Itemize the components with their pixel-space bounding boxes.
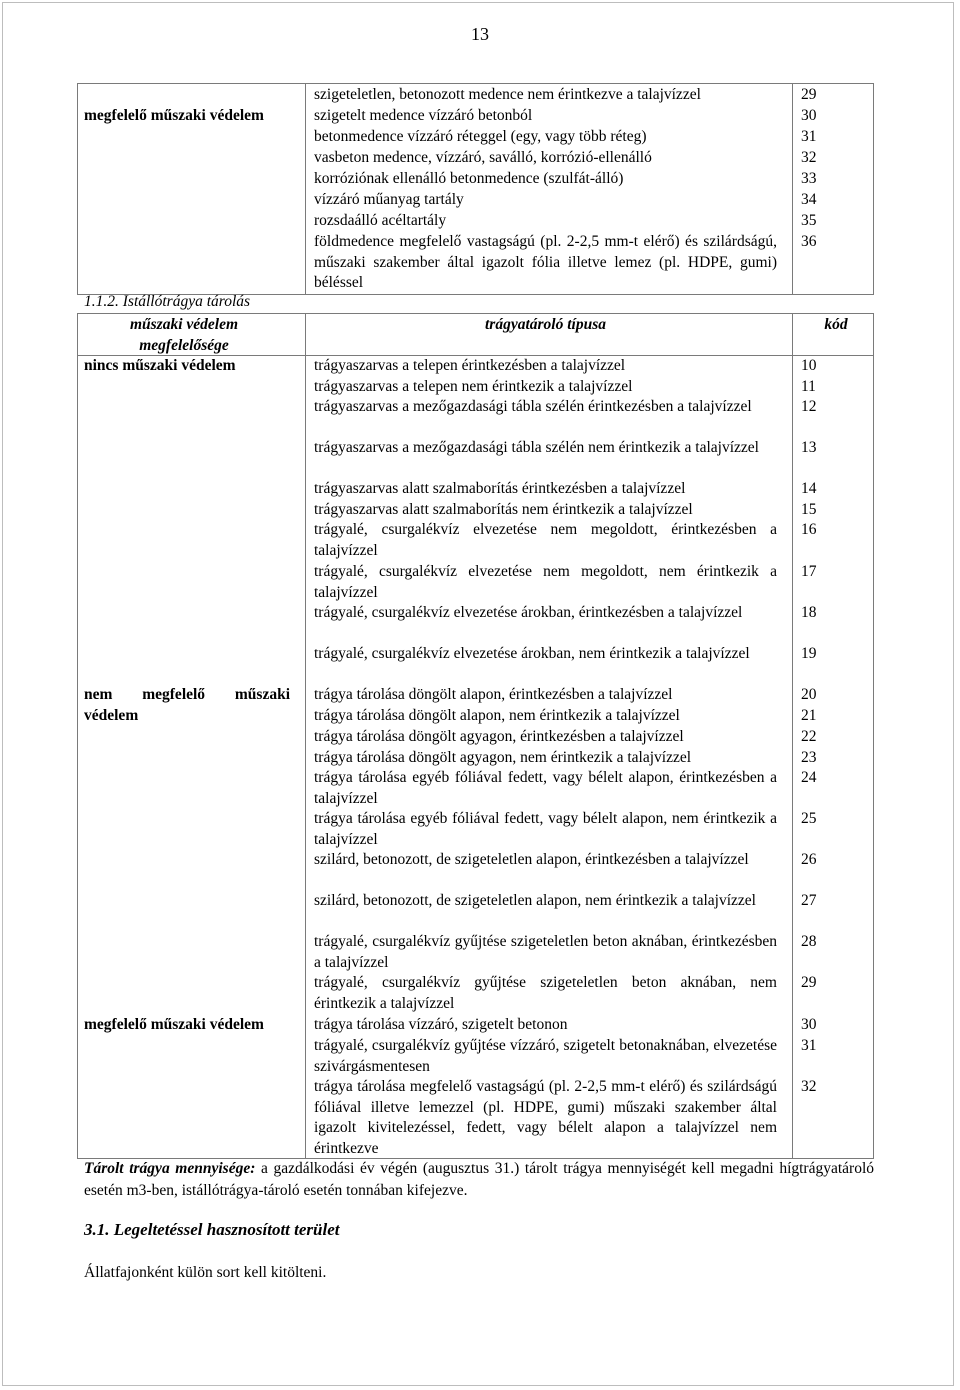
table2-row-code: 14 (801, 480, 817, 497)
table2-row-code: 26 (801, 851, 817, 868)
table2-row-desc: trágyalé, csurgalékvíz gyűjtése szigeteletlen beton aknában, érintkezésben a talajvízzel (314, 933, 777, 971)
table2-row-code: 10 (801, 357, 817, 374)
table2-row-desc: trágyalé, csurgalékvíz elvezetése árokban, nem érintkezik a talajvízzel (314, 645, 750, 662)
table2-header-col1: műszaki védelem megfelelősége (129, 316, 239, 354)
table1-row-desc: földmedence megfelelő vastagságú (pl. 2-2,5 mm-t elérő) és szilárdságú, műszaki szakember által igazolt fólia illetve lemez (pl. HDPE, gumi) béléssel (314, 233, 777, 291)
table2-row-code: 30 (801, 1016, 817, 1033)
table1-row-code: 31 (801, 128, 817, 145)
closing-text: Állatfajonként külön sort kell kitölteni. (84, 1264, 327, 1281)
table2-row-code: 22 (801, 728, 817, 745)
table2-row-desc: trágya tárolása egyéb fóliával fedett, vagy bélelt alapon, nem érintkezik a talajvízzel (314, 810, 777, 848)
table2-row-code: 16 (801, 521, 817, 538)
table2-group-label: nem megfelelő műszaki védelem (84, 686, 290, 724)
table2-divider (305, 313, 306, 1159)
table2-row-code: 32 (801, 1078, 817, 1095)
table2-row-desc: trágyalé, csurgalékvíz elvezetése nem megoldott, nem érintkezik a talajvízzel (314, 563, 777, 601)
table1-row-code: 30 (801, 107, 817, 124)
table2-row-code: 19 (801, 645, 817, 662)
table2-row-code: 12 (801, 398, 817, 415)
table1-row-code: 29 (801, 86, 817, 103)
table2-row-code: 27 (801, 892, 817, 909)
table1-row-code: 32 (801, 149, 817, 166)
table1-row-code: 35 (801, 212, 817, 229)
table1-left-label: megfelelő műszaki védelem (84, 107, 264, 124)
table2-row-code: 23 (801, 749, 817, 766)
table2-row-desc: trágya tárolása döngölt alapon, nem érintkezik a talajvízzel (314, 707, 680, 724)
table2-row-desc: trágyaszarvas a telepen nem érintkezik a talajvízzel (314, 378, 633, 395)
note-text: a gazdálkodási év végén (augusztus 31.) tárolt trágya mennyiségét kell megadni hígtrágyatároló esetén m3-ben, istállótrágya-tároló esetén tonnában kifejezve. (84, 1160, 875, 1199)
table2-header-col2: trágyatároló típusa (484, 316, 606, 333)
table2-row-code: 25 (801, 810, 817, 827)
table2-row-desc: trágyalé, csurgalékvíz elvezetése nem megoldott, érintkezésben a talajvízzel (314, 521, 777, 559)
table1-row-desc: vízzáró műanyag tartály (314, 191, 464, 208)
note-paragraph (84, 1158, 874, 1202)
table2-row-code: 24 (801, 769, 817, 786)
table2-row-code: 17 (801, 563, 817, 580)
table2-row-desc: trágya tárolása döngölt agyagon, érintkezésben a talajvízzel (314, 728, 684, 745)
table2-row-code: 28 (801, 933, 817, 950)
table2-row-desc: szilárd, betonozott, de szigeteletlen alapon, nem érintkezik a talajvízzel (314, 892, 756, 909)
table2-row-code: 29 (801, 974, 817, 991)
table1-row-desc: szigeteletlen, betonozott medence nem érintkezve a talajvízzel (314, 86, 701, 103)
table2-row-desc: trágyaszarvas alatt szalmaborítás érintkezésben a talajvízzel (314, 480, 686, 497)
table2-row-code: 15 (801, 501, 817, 518)
table2-row-desc: trágya tárolása vízzáró, szigetelt betonon (314, 1016, 568, 1033)
section-heading-31: 3.1. Legeltetéssel hasznosított terület (84, 1220, 340, 1239)
table2-row-code: 31 (801, 1037, 817, 1054)
table2-group-label: nincs műszaki védelem (84, 357, 236, 374)
note-label: Tárolt trágya mennyisége: (84, 1160, 256, 1177)
table2-row-desc: trágya tárolása egyéb fóliával fedett, vagy bélelt alapon, érintkezésben a talajvízzel (314, 769, 777, 807)
table2-row-desc: trágyaszarvas a telepen érintkezésben a talajvízzel (314, 357, 626, 374)
table2-row-desc: trágyalé, csurgalékvíz gyűjtése vízzáró, szigetelt betonaknában, elvezetése szivárgásmentesen (314, 1037, 777, 1075)
table2-row-code: 21 (801, 707, 817, 724)
table1-row-code: 33 (801, 170, 817, 187)
table2-header-col3: kód (824, 316, 848, 333)
table2-row-desc: trágyaszarvas alatt szalmaborítás nem érintkezik a talajvízzel (314, 501, 693, 518)
table1-divider (305, 83, 306, 295)
table2-row-desc: trágyaszarvas a mezőgazdasági tábla szélén nem érintkezik a talajvízzel (314, 439, 759, 456)
section-heading-112: 1.1.2. Istállótrágya tárolás (84, 293, 251, 310)
table2-row-desc: trágyalé, csurgalékvíz elvezetése árokban, érintkezésben a talajvízzel (314, 604, 743, 621)
table1-row-code: 34 (801, 191, 817, 208)
table2-group-label: megfelelő műszaki védelem (84, 1016, 264, 1033)
table1-row-desc: korróziónak ellenálló betonmedence (szulfát-álló) (314, 170, 624, 187)
table1-code-divider (792, 83, 793, 295)
table2-row-code: 11 (801, 378, 816, 395)
table1-row-code: 36 (801, 233, 817, 250)
table2-row-code: 13 (801, 439, 817, 456)
table2-row-desc: trágya tárolása döngölt agyagon, nem érintkezik a talajvízzel (314, 749, 692, 766)
table2-row-desc: trágya tárolása megfelelő vastagságú (pl. 2-2,5 mm-t elérő) és szilárdságú fóliával illetve lemezzel (pl. HDPE, gumi) műszaki szakember által igazolt kivitelezéssel, fedett, vagy bélelt alapon a talajvízzel nem érintkezve (314, 1078, 777, 1157)
table2-row-code: 20 (801, 686, 817, 703)
page-number: 13 (471, 24, 489, 44)
table2-row-desc: trágyalé, csurgalékvíz gyűjtése szigeteletlen beton aknában, nem érintkezik a talajvízzel (314, 974, 777, 1012)
table2-row-desc: szilárd, betonozott, de szigeteletlen alapon, érintkezésben a talajvízzel (314, 851, 749, 868)
table1-row-desc: vasbeton medence, vízzáró, saválló, korrózió-ellenálló (314, 149, 652, 166)
table1-row-desc: szigetelt medence vízzáró betonból (314, 107, 533, 124)
table2-row-desc: trágya tárolása döngölt alapon, érintkezésben a talajvízzel (314, 686, 673, 703)
table2-row-code: 18 (801, 604, 817, 621)
table2-code-divider (792, 313, 793, 1159)
table1-row-desc: betonmedence vízzáró réteggel (egy, vagy több réteg) (314, 128, 647, 145)
table1-row-desc: rozsdaálló acéltartály (314, 212, 447, 229)
table2-row-desc: trágyaszarvas a mezőgazdasági tábla szélén érintkezésben a talajvízzel (314, 398, 752, 415)
